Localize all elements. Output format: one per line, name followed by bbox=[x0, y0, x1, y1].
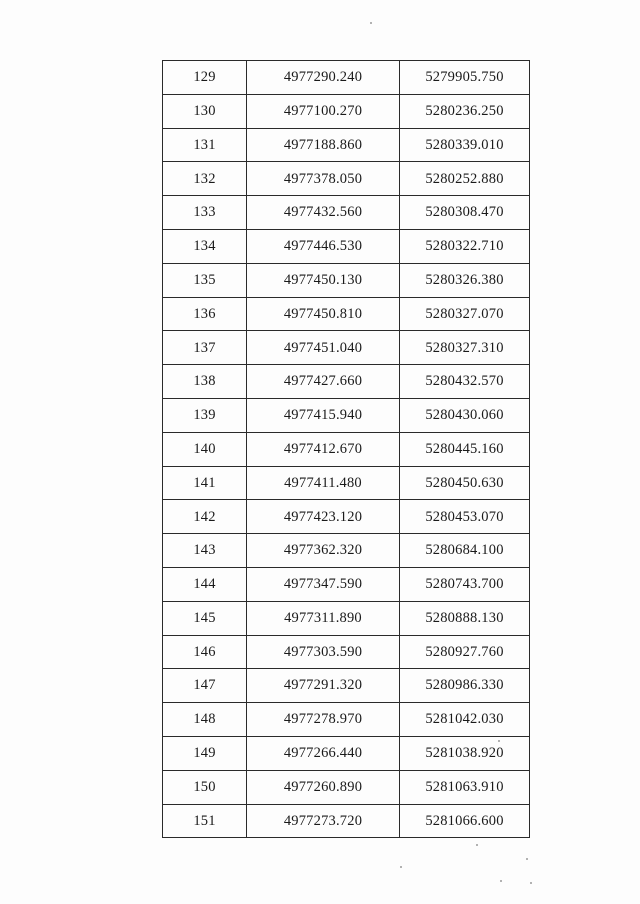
coordinate-table bbox=[162, 60, 530, 838]
point-number-cell: 131 bbox=[163, 128, 247, 162]
table-row bbox=[163, 669, 530, 703]
table-row bbox=[163, 432, 530, 466]
x-coordinate-cell: 4977450.810 bbox=[247, 297, 400, 331]
x-coordinate-cell: 4977260.890 bbox=[247, 770, 400, 804]
point-number-cell: 149 bbox=[163, 736, 247, 770]
scan-speck bbox=[498, 740, 500, 742]
y-coordinate-cell: 5281038.920 bbox=[400, 736, 530, 770]
table-row bbox=[163, 263, 530, 297]
scan-speck bbox=[500, 880, 502, 882]
table-row bbox=[163, 736, 530, 770]
point-number-cell: 130 bbox=[163, 94, 247, 128]
x-coordinate-cell: 4977412.670 bbox=[247, 432, 400, 466]
point-number-cell: 145 bbox=[163, 601, 247, 635]
table-row bbox=[163, 534, 530, 568]
y-coordinate-cell: 5280432.570 bbox=[400, 365, 530, 399]
scan-speck bbox=[370, 22, 372, 24]
point-number-cell: 135 bbox=[163, 263, 247, 297]
y-coordinate-cell: 5280684.100 bbox=[400, 534, 530, 568]
x-coordinate-cell: 4977451.040 bbox=[247, 331, 400, 365]
table-row bbox=[163, 398, 530, 432]
x-coordinate-cell: 4977311.890 bbox=[247, 601, 400, 635]
x-coordinate-cell: 4977290.240 bbox=[247, 61, 400, 95]
x-coordinate-cell: 4977362.320 bbox=[247, 534, 400, 568]
point-number-cell: 140 bbox=[163, 432, 247, 466]
table-row bbox=[163, 770, 530, 804]
y-coordinate-cell: 5280308.470 bbox=[400, 196, 530, 230]
y-coordinate-cell: 5280450.630 bbox=[400, 466, 530, 500]
y-coordinate-cell: 5280339.010 bbox=[400, 128, 530, 162]
scan-speck bbox=[476, 844, 478, 846]
table-row bbox=[163, 500, 530, 534]
scan-speck bbox=[526, 858, 528, 860]
x-coordinate-cell: 4977423.120 bbox=[247, 500, 400, 534]
point-number-cell: 142 bbox=[163, 500, 247, 534]
point-number-cell: 144 bbox=[163, 567, 247, 601]
table-row bbox=[163, 331, 530, 365]
x-coordinate-cell: 4977446.530 bbox=[247, 229, 400, 263]
x-coordinate-cell: 4977273.720 bbox=[247, 804, 400, 838]
x-coordinate-cell: 4977427.660 bbox=[247, 365, 400, 399]
x-coordinate-cell: 4977450.130 bbox=[247, 263, 400, 297]
y-coordinate-cell: 5281063.910 bbox=[400, 770, 530, 804]
table-row bbox=[163, 229, 530, 263]
table-row bbox=[163, 61, 530, 95]
point-number-cell: 138 bbox=[163, 365, 247, 399]
y-coordinate-cell: 5280430.060 bbox=[400, 398, 530, 432]
point-number-cell: 151 bbox=[163, 804, 247, 838]
point-number-cell: 147 bbox=[163, 669, 247, 703]
x-coordinate-cell: 4977188.860 bbox=[247, 128, 400, 162]
point-number-cell: 129 bbox=[163, 61, 247, 95]
y-coordinate-cell: 5280322.710 bbox=[400, 229, 530, 263]
table-row bbox=[163, 365, 530, 399]
point-number-cell: 148 bbox=[163, 703, 247, 737]
y-coordinate-cell: 5280927.760 bbox=[400, 635, 530, 669]
y-coordinate-cell: 5280445.160 bbox=[400, 432, 530, 466]
point-number-cell: 134 bbox=[163, 229, 247, 263]
table-row bbox=[163, 466, 530, 500]
y-coordinate-cell: 5280327.310 bbox=[400, 331, 530, 365]
point-number-cell: 141 bbox=[163, 466, 247, 500]
coordinate-table-body bbox=[163, 61, 530, 838]
table-row bbox=[163, 567, 530, 601]
y-coordinate-cell: 5280453.070 bbox=[400, 500, 530, 534]
table-row bbox=[163, 635, 530, 669]
x-coordinate-cell: 4977100.270 bbox=[247, 94, 400, 128]
table-row bbox=[163, 804, 530, 838]
table-row bbox=[163, 703, 530, 737]
x-coordinate-cell: 4977378.050 bbox=[247, 162, 400, 196]
table-row bbox=[163, 601, 530, 635]
point-number-cell: 150 bbox=[163, 770, 247, 804]
y-coordinate-cell: 5280252.880 bbox=[400, 162, 530, 196]
point-number-cell: 146 bbox=[163, 635, 247, 669]
x-coordinate-cell: 4977278.970 bbox=[247, 703, 400, 737]
x-coordinate-cell: 4977291.320 bbox=[247, 669, 400, 703]
x-coordinate-cell: 4977415.940 bbox=[247, 398, 400, 432]
table-row bbox=[163, 128, 530, 162]
point-number-cell: 137 bbox=[163, 331, 247, 365]
point-number-cell: 139 bbox=[163, 398, 247, 432]
x-coordinate-cell: 4977432.560 bbox=[247, 196, 400, 230]
y-coordinate-cell: 5280327.070 bbox=[400, 297, 530, 331]
y-coordinate-cell: 5281042.030 bbox=[400, 703, 530, 737]
y-coordinate-cell: 5280326.380 bbox=[400, 263, 530, 297]
x-coordinate-cell: 4977411.480 bbox=[247, 466, 400, 500]
point-number-cell: 133 bbox=[163, 196, 247, 230]
table-row bbox=[163, 162, 530, 196]
point-number-cell: 136 bbox=[163, 297, 247, 331]
x-coordinate-cell: 4977347.590 bbox=[247, 567, 400, 601]
point-number-cell: 132 bbox=[163, 162, 247, 196]
point-number-cell: 143 bbox=[163, 534, 247, 568]
table-row bbox=[163, 297, 530, 331]
scan-speck bbox=[400, 866, 402, 868]
y-coordinate-cell: 5279905.750 bbox=[400, 61, 530, 95]
scan-speck bbox=[530, 882, 532, 884]
y-coordinate-cell: 5281066.600 bbox=[400, 804, 530, 838]
y-coordinate-cell: 5280888.130 bbox=[400, 601, 530, 635]
table-row bbox=[163, 196, 530, 230]
y-coordinate-cell: 5280743.700 bbox=[400, 567, 530, 601]
table-row bbox=[163, 94, 530, 128]
x-coordinate-cell: 4977303.590 bbox=[247, 635, 400, 669]
x-coordinate-cell: 4977266.440 bbox=[247, 736, 400, 770]
y-coordinate-cell: 5280986.330 bbox=[400, 669, 530, 703]
y-coordinate-cell: 5280236.250 bbox=[400, 94, 530, 128]
